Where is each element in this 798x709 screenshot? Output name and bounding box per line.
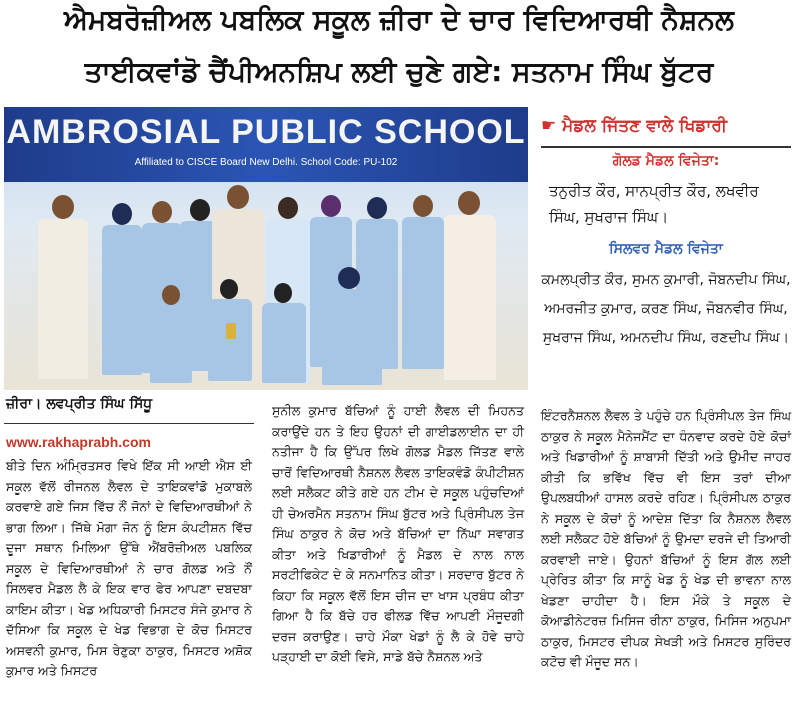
headline-line-1: ਐਮਬਰੋਜ਼ੀਅਲ ਪਬਲਿਕ ਸਕੂਲ ਜ਼ੀਰਾ ਦੇ ਚਾਰ ਵਿਦਿਆਰਥੀ ਨੈਸ਼ਨਲ bbox=[64, 3, 734, 36]
group-photo bbox=[4, 107, 528, 390]
article-column-1: ਬੀਤੇ ਦਿਨ ਅੰਮ੍ਰਿਤਸਰ ਵਿਖੇ ਇੱਕ ਸੀ ਆਈ ਐਸ ਈ ਸਕੂਲ ਵੱਲੋਂ ਰੀਜਨਲ ਲੈਵਲ ਦੇ ਤਾਇਕਵਾਂਡੋ ਮੁਕਾਬਲੇ ਕਰਵਾਏ ਗਏ ਜਿਸ ਵਿੱਚ ਨੌਂ ਜੋਨਾਂ ਦੇ ਵਿਦਿਆਰਥੀਆਂ ਨੇ ਭਾਗ ਲਿਆ। ਜਿੱਥੇ ਮੋਗਾ ਜੋਨ ਨੂੰ ਇਸ ਕੰਪਟੀਸ਼ਨ ਵਿੱਚ ਦੂਜਾ ਸਥਾਨ ਮਿਲਿਆ ਉੱਥੇ ਐਂਬਰੋਜ਼ੀਅਲ ਪਬਲਿਕ ਸਕੂਲ ਦੇ ਵਿਦਿਆਰਥੀਆਂ ਨੇ ਚਾਰ ਗੋਲਡ ਅਤੇ ਨੌਂ ਸਿਲਵਰ ਮੈਡਲ ਲੈ ਕੇ ਇਕ ਵਾਰ ਫੇਰ ਆਪਣਾ ਦਬਦਬਾ ਕਾਇਮ ਕੀਤਾ। ਖੇਡ ਅਧਿਕਾਰੀ ਮਿਸਟਰ ਸੰਜੇ ਕੁਮਾਰ ਨੇ ਦੱਸਿਆ ਕਿ ਸਕੂਲ ਦੇ ਖੇਡ ਵਿਭਾਗ ਦੇ ਕੋਚ ਮਿਸਟਰ ਅਸਵਨੀ ਕੁਮਾਰ, ਮਿਸ ਰੇਣੁਕਾ ਠਾਕੁਰ, ਮਿਸਟਰ ਅਸ਼ੋਕ ਕੁਮਾਰ ਅਤੇ ਮਿਸਟਰ bbox=[6, 458, 252, 678]
article-column-2: ਸੁਨੀਲ ਕੁਮਾਰ ਬੱਚਿਆਂ ਨੂੰ ਹਾਈ ਲੈਵਲ ਦੀ ਮਿਹਨਤ ਕਰਾਉਂਦੇ ਹਨ ਤੇ ਇਹ ਉਹਨਾਂ ਦੀ ਗਾਈਡਲਾਈਨ ਦਾ ਹੀ ਨਤੀਜਾ ਹੈ ਕਿ ਉੱਪਰ ਲਿਖੇ ਗੋਲਡ ਮੈਡਲ ਜਿੱਤਣ ਵਾਲੇ ਚਾਰੋਂ ਵਿਦਿਆਰਥੀ ਨੈਸ਼ਨਲ ਲੈਵਲ ਤਾਇਕਵੰਡੋ ਕੰਪੀਟੀਸ਼ਨ ਲਈ ਸਲੈਕਟ ਕੀਤੇ ਗਏ ਹਨ ਟੀਮ ਦੇ ਸਕੂਲ ਪਹੁੰਚਦਿਆਂ ਹੀ ਚੇਅਰਮੈਨ ਸਤਨਾਮ ਸਿੰਘ ਬੁੱਟਰ ਅਤੇ ਪ੍ਰਿੰਸੀਪਲ ਤੇਜ ਸਿੰਘ ਠਾਕੁਰ ਨੇ ਕੋਚ ਅਤੇ ਬੱਚਿਆਂ ਦਾ ਨਿੱਘਾ ਸਵਾਗਤ ਕੀਤਾ ਅਤੇ ਖਿਡਾਰੀਆਂ ਨੂੰ ਮੈਡਲ ਦੇ ਨਾਲ ਨਾਲ ਸਰਟੀਫਿਕੇਟ ਦੇ ਕੇ ਸਨਮਾਨਿਤ ਕੀਤਾ। ਸਰਦਾਰ ਬੁੱਟਰ ਨੇ ਕਿਹਾ ਕਿ ਸਕੂਲ ਵੱਲੋਂ ਇਸ ਚੀਜ ਦਾ ਖਾਸ ਪ੍ਰਬੰਧ ਕੀਤਾ ਗਿਆ ਹੈ ਕਿ ਬੱਚੇ ਹਰ ਫੀਲਡ ਵਿੱਚ ਆਪਣੀ ਮੌਜੂਦਗੀ ਦਰਜ ਕਰਾਉਣ। ਚਾਹੇ ਮੌਕਾ ਖੇਡਾਂ ਨੂੰ ਲੈ ਕੇ ਹੋਵੇ ਚਾਹੇ ਪੜ੍ਹਾਈ ਦਾ ਕੋਈ ਵਿਸੇ, ਸਾਡੇ ਬੱਚੇ ਨੈਸ਼ਨਲ ਅਤੇ bbox=[272, 403, 524, 664]
banner-subtitle: Affiliated to CISCE Board New Delhi. School Code: PU-102 bbox=[134, 157, 398, 168]
banner-title: AMBROSIAL PUBLIC SCHOOL bbox=[6, 113, 526, 151]
gold-medal-heading: ਗੋਲਡ ਮੈਡਲ ਵਿਜੇਤਾ: bbox=[612, 153, 720, 169]
school-banner bbox=[4, 107, 528, 182]
divider bbox=[4, 423, 254, 424]
article-column-3: ਇੰਟਰਨੈਸ਼ਨਲ ਲੈਵਲ ਤੇ ਪਹੁੰਚੇ ਹਨ ਪ੍ਰਿੰਸੀਪਲ ਤੇਜ ਸਿੰਘ ਠਾਕੁਰ ਨੇ ਸਕੂਲ ਮੈਨੇਜਮੈਂਟ ਦਾ ਧੰਨਵਾਦ ਕਰਦੇ ਹੋਏ ਕੋਚਾਂ ਅਤੇ ਖਿਡਾਰੀਆਂ ਨੂੰ ਸ਼ਾਬਾਸੀ ਦਿੱਤੀ ਅਤੇ ਉਮੀਦ ਜਾਹਰ ਕੀਤੀ ਕਿ ਭਵਿੱਖ ਵਿੱਚ ਵੀ ਇਸ ਤਰਾਂ ਦੀਆ ਉਪਲਬਧੀਆਂ ਹਾਸਲ ਕਰਦੇ ਰਹਿਣ। ਪ੍ਰਿੰਸੀਪਲ ਠਾਕੁਰ ਨੇ ਸਕੂਲ ਦੇ ਕੋਚਾਂ ਨੂੰ ਆਦੇਸ਼ ਦਿੱਤਾ ਕਿ ਨੈਸ਼ਨਲ ਲੈਵਲ ਲਈ ਸਲੈਕਟ ਹੋਏ ਬੱਚਿਆਂ ਨੂੰ ਉਮਦਾ ਦਰਜੇ ਦੀ ਤਿਆਰੀ ਕਰਵਾਈ ਜਾਏ। ਉਹਨਾਂ ਬੱਚਿਆਂ ਨੂੰ ਇਸ ਗੱਲ ਲਈ ਪ੍ਰੇਰਿਤ ਕੀਤਾ ਕਿ ਸਾਨੂੰ ਖੇਡ ਨੂੰ ਖੇਡ ਦੀ ਭਾਵਨਾ ਨਾਲ ਖੇਡਣਾ ਚਾਹੀਦਾ ਹੈ। ਇਸ ਮੌਕੇ ਤੇ ਸਕੂਲ ਦੇ ਕੋਆਡੀਨੇਟਰਜ਼ ਮਿਸਿਜ ਰੀਨਾ ਠਾਕੁਰ, ਮਿਸਿਜ ਅਨੁਪਮਾ ਠਾਕੁਰ, ਮਿਸਟਰ ਦੀਪਕ ਸੇਖੜੀ ਅਤੇ ਮਿਸਟਰ ਸੁਰਿੰਦਰ ਕਟੋਚ ਵੀ ਮੌਜੂਦ ਸਨ। bbox=[541, 408, 791, 669]
website-link[interactable]: www.rakhaprabh.com bbox=[6, 434, 151, 450]
medal-winners-box bbox=[541, 113, 791, 385]
byline: ਜ਼ੀਰਾ। ਲਵਪ੍ਰੀਤ ਸਿੰਘ ਸਿੱਧੂ bbox=[6, 396, 153, 412]
medal-winners-heading: ☛ ਮੈਡਲ ਜਿੱਤਣ ਵਾਲੇ ਖਿਡਾਰੀ bbox=[541, 116, 727, 136]
silver-medal-heading: ਸਿਲਵਰ ਮੈਡਲ ਵਿਜੇਤਾ bbox=[609, 241, 723, 257]
gold-medal-names: ਤਨੁਰੀਤ ਕੌਰ, ਸਾਨਪ੍ਰੀਤ ਕੌਰ, ਲਖਵੀਰ ਸਿੰਘ, ਸੁਖਰਾਜ ਸਿੰਘ। bbox=[549, 182, 759, 226]
headline-line-2: ਤਾਈਕਵਾਂਡੋ ਚੈਂਪੀਅਨਸ਼ਿਪ ਲਈ ਚੁਣੇ ਗਏ: ਸਤਨਾਮ ਸਿੰਘ ਬੁੱਟਰ bbox=[84, 55, 714, 88]
silver-medal-names: ਕਮਲਪ੍ਰੀਤ ਕੌਰ, ਸੁਮਨ ਕੁਮਾਰੀ, ਜੋਬਨਦੀਪ ਸਿੰਘ, ਅਮਰਜੀਤ ਕੁਮਾਰ, ਕਰਣ ਸਿੰਘ, ਜੋਬਨਵੀਰ ਸਿੰਘ, ਸੁਖਰਾਜ ਸਿੰਘ, ਅਮਨਦੀਪ ਸਿੰਘ, ਰਣਦੀਪ ਸਿੰਘ। bbox=[541, 272, 791, 346]
trophy-icon bbox=[226, 323, 236, 339]
divider bbox=[541, 146, 791, 148]
